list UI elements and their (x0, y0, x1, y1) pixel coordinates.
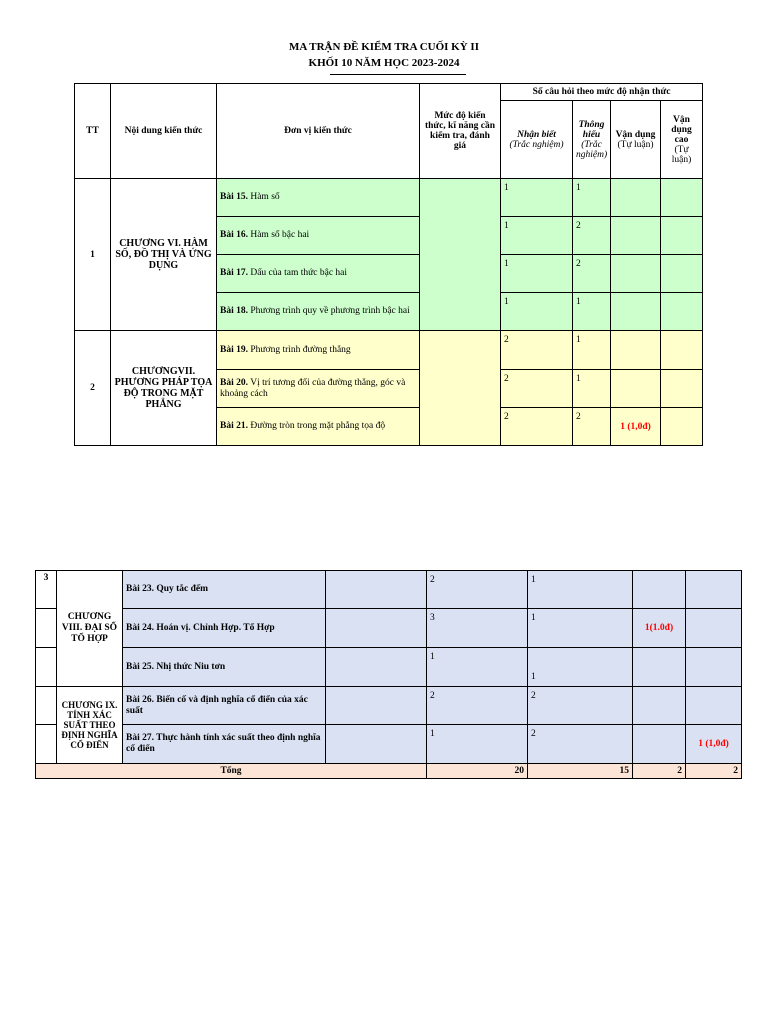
lesson-code: Bài 21. (220, 421, 248, 431)
vd-cell (633, 571, 686, 609)
level-cell (326, 687, 427, 725)
th-cell: 1 (573, 179, 611, 217)
header-nhan-biet-sub: (Trắc nghiệm) (509, 139, 564, 150)
level-cell (326, 725, 427, 764)
lesson-24: Bài 24. Hoán vị. Chỉnh Hợp. Tổ Hợp (123, 609, 326, 648)
level-cell (326, 571, 427, 609)
vdc-cell (686, 609, 742, 648)
vd-cell (611, 179, 661, 217)
vdc-cell (661, 293, 703, 331)
header-van-dung-sub: (Tự luận) (617, 139, 654, 150)
chapter-8-name: CHƯƠNG VIII. ĐẠI SỐ TỔ HỢP (57, 571, 123, 687)
vd-cell (611, 217, 661, 255)
chapter-2-name: CHƯƠNGVII. PHƯƠNG PHÁP TỌA ĐỘ TRONG MẶT PHẲNG (111, 331, 217, 446)
lesson-27: Bài 27. Thực hành tính xác suất theo định nghĩa cổ điển (123, 725, 326, 764)
vd-cell (611, 255, 661, 293)
total-vd: 2 (633, 764, 686, 779)
lesson-code: Bài 17. (220, 268, 248, 278)
lesson-title: Đường tròn trong mặt phẳng tọa độ (250, 421, 386, 431)
nb-cell: 1 (501, 255, 573, 293)
document-title-line1: MA TRẬN ĐỀ KIỂM TRA CUỐI KỲ II (289, 41, 479, 53)
vdc-cell (661, 370, 703, 408)
header-nhan-biet-main: Nhận biết (517, 129, 556, 140)
nb-cell: 2 (501, 408, 573, 446)
th-cell: 1 (528, 571, 633, 609)
lesson-code: Bài 18. (220, 306, 248, 316)
lesson-15 (217, 179, 420, 217)
lesson-25: Bài 25. Nhị thức Niu tơn (123, 648, 326, 687)
level-cell-chapter-1 (420, 179, 501, 331)
chapter-9-name: CHƯƠNG IX. TÍNH XÁC SUẤT THEO ĐỊNH NGHĨA CỔ ĐIỂN (57, 687, 123, 764)
vdc-cell (661, 179, 703, 217)
nb-cell: 1 (427, 725, 528, 764)
nb-cell: 1 (501, 179, 573, 217)
vdc-cell (661, 255, 703, 293)
nb-cell: 3 (427, 609, 528, 648)
vdc-cell: 1 (1,0đ) (686, 725, 742, 764)
vd-cell (633, 725, 686, 764)
header-unit: Đơn vị kiến thức (217, 84, 420, 179)
header-van-dung-cao-sub: (Tự luận) (671, 144, 692, 165)
lesson-20 (217, 370, 420, 408)
vdc-cell (686, 687, 742, 725)
nb-cell: 2 (427, 687, 528, 725)
vd-cell: 1(1.0đ) (633, 609, 686, 648)
table-row (36, 648, 742, 687)
lesson-code: Bài 19. (220, 344, 248, 355)
table-row (36, 687, 742, 725)
th-cell: 1 (528, 648, 633, 687)
th-cell: 2 (573, 217, 611, 255)
vd-cell (611, 331, 661, 370)
header-question-group: Số câu hỏi theo mức độ nhận thức (501, 84, 703, 101)
empty-tt-cell (36, 687, 57, 725)
header-thong-hieu-sub: (Trắc nghiệm) (576, 139, 608, 160)
chapter-3-number: 3 (36, 571, 57, 609)
header-tt: TT (75, 84, 111, 179)
lesson-17 (217, 255, 420, 293)
header-van-dung (611, 101, 661, 179)
lesson-26: Bài 26. Biến cố và định nghĩa cổ điển của xác suất (123, 687, 326, 725)
header-thong-hieu (573, 101, 611, 179)
header-level: Mức độ kiến thức, kĩ năng cần kiểm tra, đánh giá (420, 84, 501, 179)
th-cell: 1 (528, 609, 633, 648)
nb-cell: 1 (501, 293, 573, 331)
lesson-16 (217, 217, 420, 255)
lesson-title: Dấu của tam thức bậc hai (250, 268, 348, 278)
vdc-cell (661, 217, 703, 255)
lesson-23: Bài 23. Quy tắc đếm (123, 571, 326, 609)
header-van-dung-cao-main: Vận dụng cao (671, 114, 692, 145)
table-row (75, 331, 703, 370)
empty-tt-cell (36, 725, 57, 764)
vdc-cell (661, 408, 703, 446)
lesson-code: Bài 15. (220, 192, 248, 202)
nb-cell: 2 (427, 571, 528, 609)
total-vdc: 2 (686, 764, 742, 779)
lesson-code: Bài 20. (220, 377, 248, 388)
total-label: Tổng (36, 764, 427, 779)
total-row (36, 764, 742, 779)
header-content: Nội dung kiến thức (111, 84, 217, 179)
lesson-19 (217, 331, 420, 370)
total-th: 15 (528, 764, 633, 779)
vd-cell (611, 293, 661, 331)
th-cell: 1 (573, 370, 611, 408)
chapter-2-number: 2 (75, 331, 111, 446)
vdc-cell (686, 571, 742, 609)
th-cell: 1 (573, 293, 611, 331)
level-cell (326, 648, 427, 687)
vd-cell (633, 648, 686, 687)
th-cell: 2 (528, 687, 633, 725)
table-row (36, 725, 742, 764)
header-van-dung-main: Vận dụng (615, 129, 656, 140)
chapter-1-name: CHƯƠNG VI. HÀM SỐ, ĐỒ THỊ VÀ ỨNG DỤNG (111, 179, 217, 331)
nb-cell: 2 (501, 370, 573, 408)
vd-cell (611, 370, 661, 408)
chapter-1-number: 1 (75, 179, 111, 331)
th-cell: 2 (573, 255, 611, 293)
table-row (75, 179, 703, 217)
table-row (36, 571, 742, 609)
total-nb: 20 (427, 764, 528, 779)
vd-cell: 1 (1,0đ) (611, 408, 661, 446)
matrix-table-2 (35, 570, 742, 779)
empty-tt-cell (36, 609, 57, 648)
table-row (36, 609, 742, 648)
header-van-dung-cao (661, 101, 703, 179)
lesson-title: Hàm số (250, 192, 280, 202)
lesson-title: Vị trí tương đối của đường thẳng, góc và khoảng cách (220, 377, 406, 399)
nb-cell: 1 (427, 648, 528, 687)
vdc-cell (661, 331, 703, 370)
vdc-cell (686, 648, 742, 687)
lesson-18 (217, 293, 420, 331)
title-underline (330, 74, 466, 75)
lesson-title: Phương trình quy về phương trình bậc hai (250, 306, 410, 316)
th-cell: 2 (573, 408, 611, 446)
nb-cell: 2 (501, 331, 573, 370)
th-cell: 2 (528, 725, 633, 764)
level-cell (326, 609, 427, 648)
header-thong-hieu-main: Thông hiểu (578, 119, 605, 140)
lesson-code: Bài 16. (220, 230, 248, 240)
matrix-table-1 (74, 83, 703, 446)
lesson-21 (217, 408, 420, 446)
level-cell-chapter-2 (420, 331, 501, 446)
vd-cell (633, 687, 686, 725)
header-nhan-biet (501, 101, 573, 179)
document-title-line2: KHỐI 10 NĂM HỌC 2023-2024 (308, 57, 460, 69)
empty-tt-cell (36, 648, 57, 687)
th-cell: 1 (573, 331, 611, 370)
nb-cell: 1 (501, 217, 573, 255)
lesson-title: Phương trình đường thẳng (250, 344, 351, 355)
lesson-title: Hàm số bậc hai (250, 230, 310, 240)
